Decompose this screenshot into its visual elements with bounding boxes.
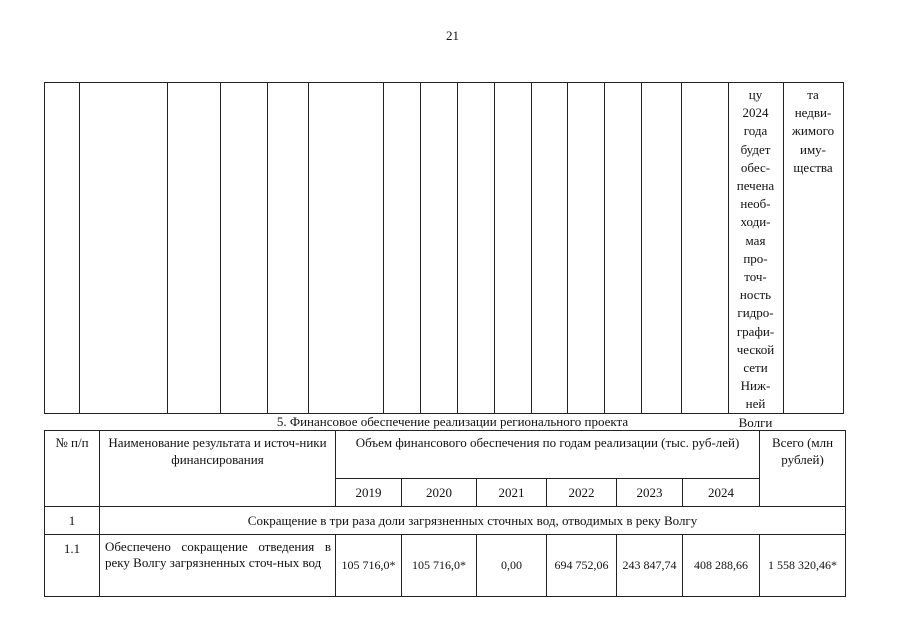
text-line: Волги [738,414,773,430]
text-line: та [807,87,819,102]
text-line: мая [745,232,766,248]
year-cell: 2019 [336,479,402,507]
header-volume: Объем финансового обеспечения по годам реализации (тыс. руб-лей) [336,431,760,479]
value-cell: 105 716,0* [402,535,477,597]
value-cell: 0,00 [477,535,547,597]
text-line: года [743,123,768,139]
text-line: будет [740,141,771,157]
total-cell: 1 558 320,46* [760,535,846,597]
text-line: печена [736,178,775,194]
header-name: Наименование результата и источ-ники финансирования [100,431,336,507]
column-divider [383,83,384,413]
column-divider [308,83,309,413]
year-cell: 2023 [617,479,683,507]
row-title: Сокращение в три раза доли загрязненных сточных вод, отводимых в реку Волгу [100,507,846,535]
column-divider [220,83,221,413]
column-divider [604,83,605,413]
cell-text-col-a [728,86,783,432]
financing-table [44,430,846,597]
column-divider [531,83,532,413]
text-line: ней [745,396,766,412]
column-divider [267,83,268,413]
row-name: Обеспечено сокращение отведения в реку Волгу загрязненных сточ-ных вод [100,535,336,597]
section-title: 5. Финансовое обеспечение реализации регионального проекта [276,414,629,429]
year-cell: 2024 [683,479,760,507]
table-row [45,507,846,535]
value-cell: 694 752,06 [547,535,617,597]
cell-text-col-b [783,86,843,177]
text-line: гидро- [737,305,774,321]
text-line: ческой [736,341,775,357]
text-line: цу [748,87,763,102]
header-row [45,431,846,479]
year-cell: 2020 [402,479,477,507]
year-cell: 2021 [477,479,547,507]
column-divider [641,83,642,413]
text-line: щества [793,159,833,175]
text-line: графи- [736,323,775,339]
value-cell: 243 847,74 [617,535,683,597]
text-line: необ- [740,196,771,212]
value-cell: 105 716,0* [336,535,402,597]
header-num: № п/п [45,431,100,507]
text-line: обес- [740,159,771,175]
text-line: про- [743,250,768,266]
column-divider [79,83,80,413]
header-total: Всего (млн рублей) [760,431,846,507]
page-number: 21 [446,28,459,43]
text-line: ность [739,287,772,303]
column-divider [167,83,168,413]
year-cell: 2022 [547,479,617,507]
column-divider [420,83,421,413]
text-line: Ниж- [740,378,771,394]
text-line: иму- [799,141,826,157]
table-row [45,535,846,597]
row-num: 1.1 [45,535,100,597]
text-line: точ- [744,269,767,285]
text-line: ходи- [740,214,771,230]
row-num: 1 [45,507,100,535]
text-line: жимого [791,123,835,139]
value-cell: 408 288,66 [683,535,760,597]
column-divider [567,83,568,413]
text-line: 2024 [742,105,769,121]
column-divider [681,83,682,413]
column-divider [457,83,458,413]
column-divider [494,83,495,413]
text-line: сети [743,360,768,376]
text-line: недви- [794,105,832,121]
